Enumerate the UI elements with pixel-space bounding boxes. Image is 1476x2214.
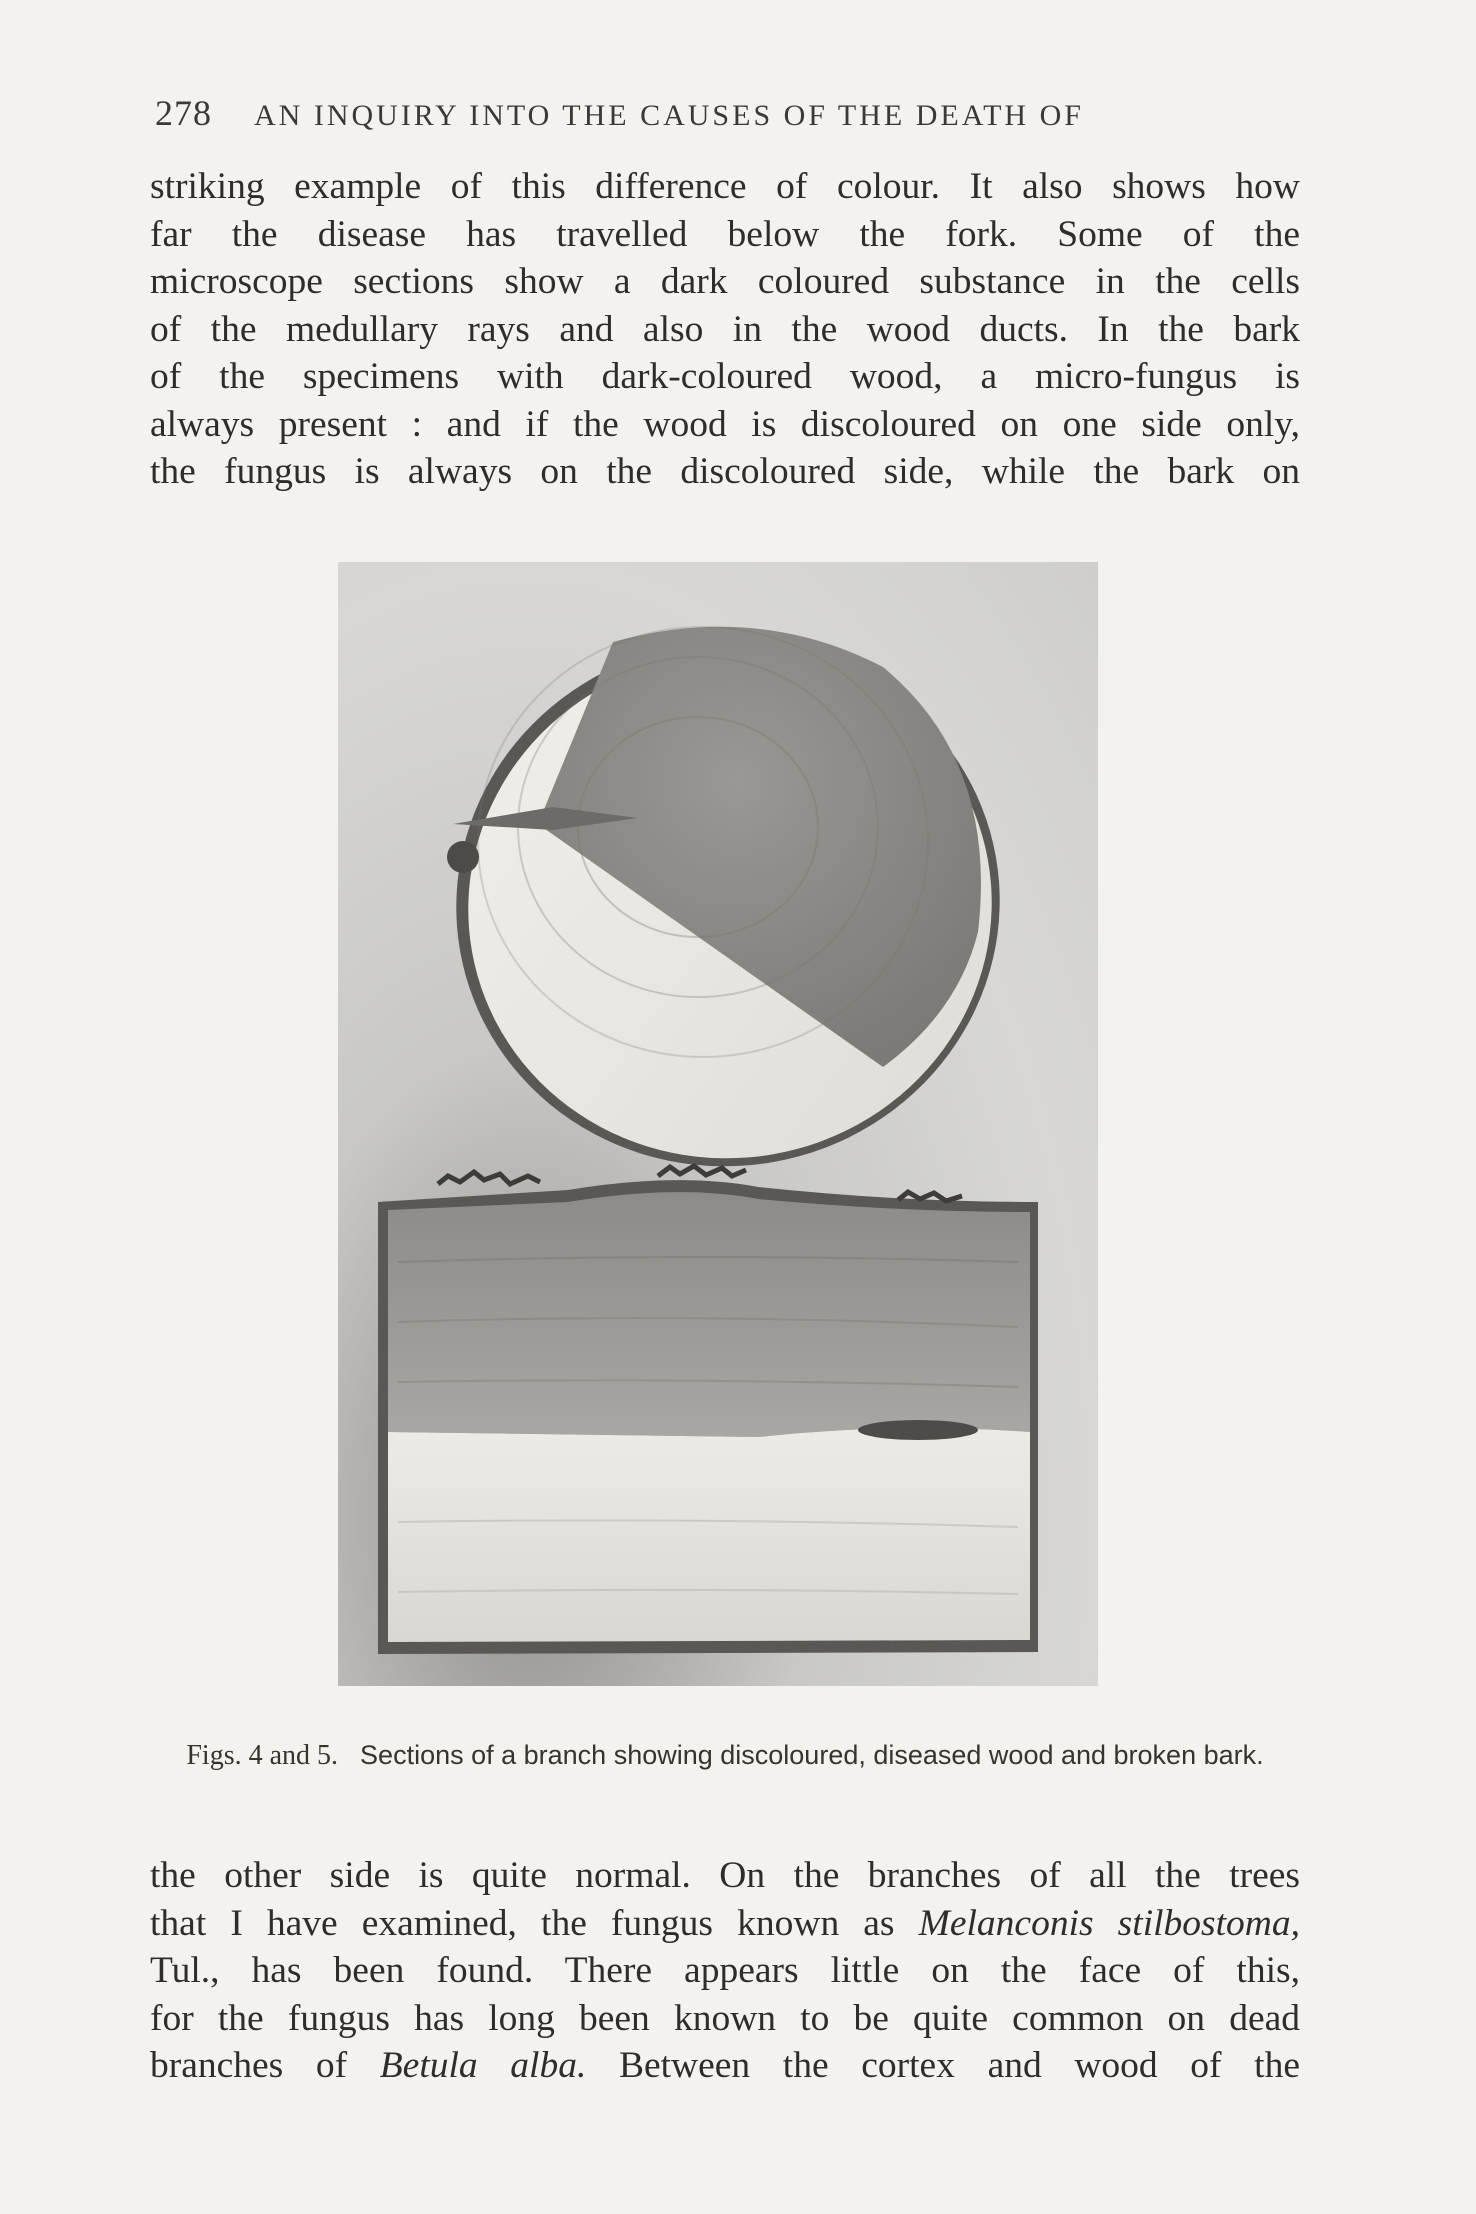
text-line [150, 2042, 1300, 2090]
running-header [155, 92, 1305, 134]
paragraph-top [150, 163, 1300, 496]
text-line: always present : and if the wood is discoloured on one side only, [150, 403, 1300, 445]
text-run: branches of [150, 2045, 380, 2086]
text-line: of the specimens with dark-coloured wood, a micro-fungus is [150, 356, 1300, 397]
text-line: striking example of this difference of colour. It also shows how [150, 166, 1300, 207]
text-run: Between the cortex and wood of the [586, 2045, 1300, 2086]
paragraph-bottom [150, 1852, 1300, 2090]
text-line: far the disease has travelled below the fork. Some of the [150, 213, 1300, 255]
text-line: microscope sections show a dark coloured substance in the cells [150, 261, 1300, 302]
longitudinal-section [378, 1166, 1038, 1654]
figure-caption [150, 1736, 1300, 1775]
species-name: Betula alba. [379, 2045, 587, 2086]
figure-reference: Figs. 4 and 5. [186, 1740, 339, 1771]
cross-section [415, 599, 1042, 1210]
branch-sections-illustration [338, 562, 1098, 1686]
page-number: 278 [155, 93, 212, 133]
text-line: of the medullary rays and also in the wood ducts. In the bark [150, 308, 1300, 350]
running-title: AN INQUIRY INTO THE CAUSES OF THE DEATH OF [254, 99, 1084, 132]
text-line [150, 1900, 1300, 1948]
text-line: the other side is quite normal. On the branches of all the trees [150, 1855, 1300, 1896]
text-line: Tul., has been found. There appears little on the face of this, [150, 1950, 1300, 1991]
caption-text: Sections of a branch showing discoloured, diseased wood and broken bark. [360, 1740, 1264, 1770]
text-line: for the fungus has long been known to be quite common on dead [150, 1997, 1300, 2039]
text-line: the fungus is always on the discoloured side, while the bark on [150, 451, 1300, 492]
figure-plate [338, 562, 1098, 1686]
species-name: Melanconis stilbostoma, [918, 1902, 1300, 1944]
text-run: that I have examined, the fungus known as [150, 1902, 919, 1944]
